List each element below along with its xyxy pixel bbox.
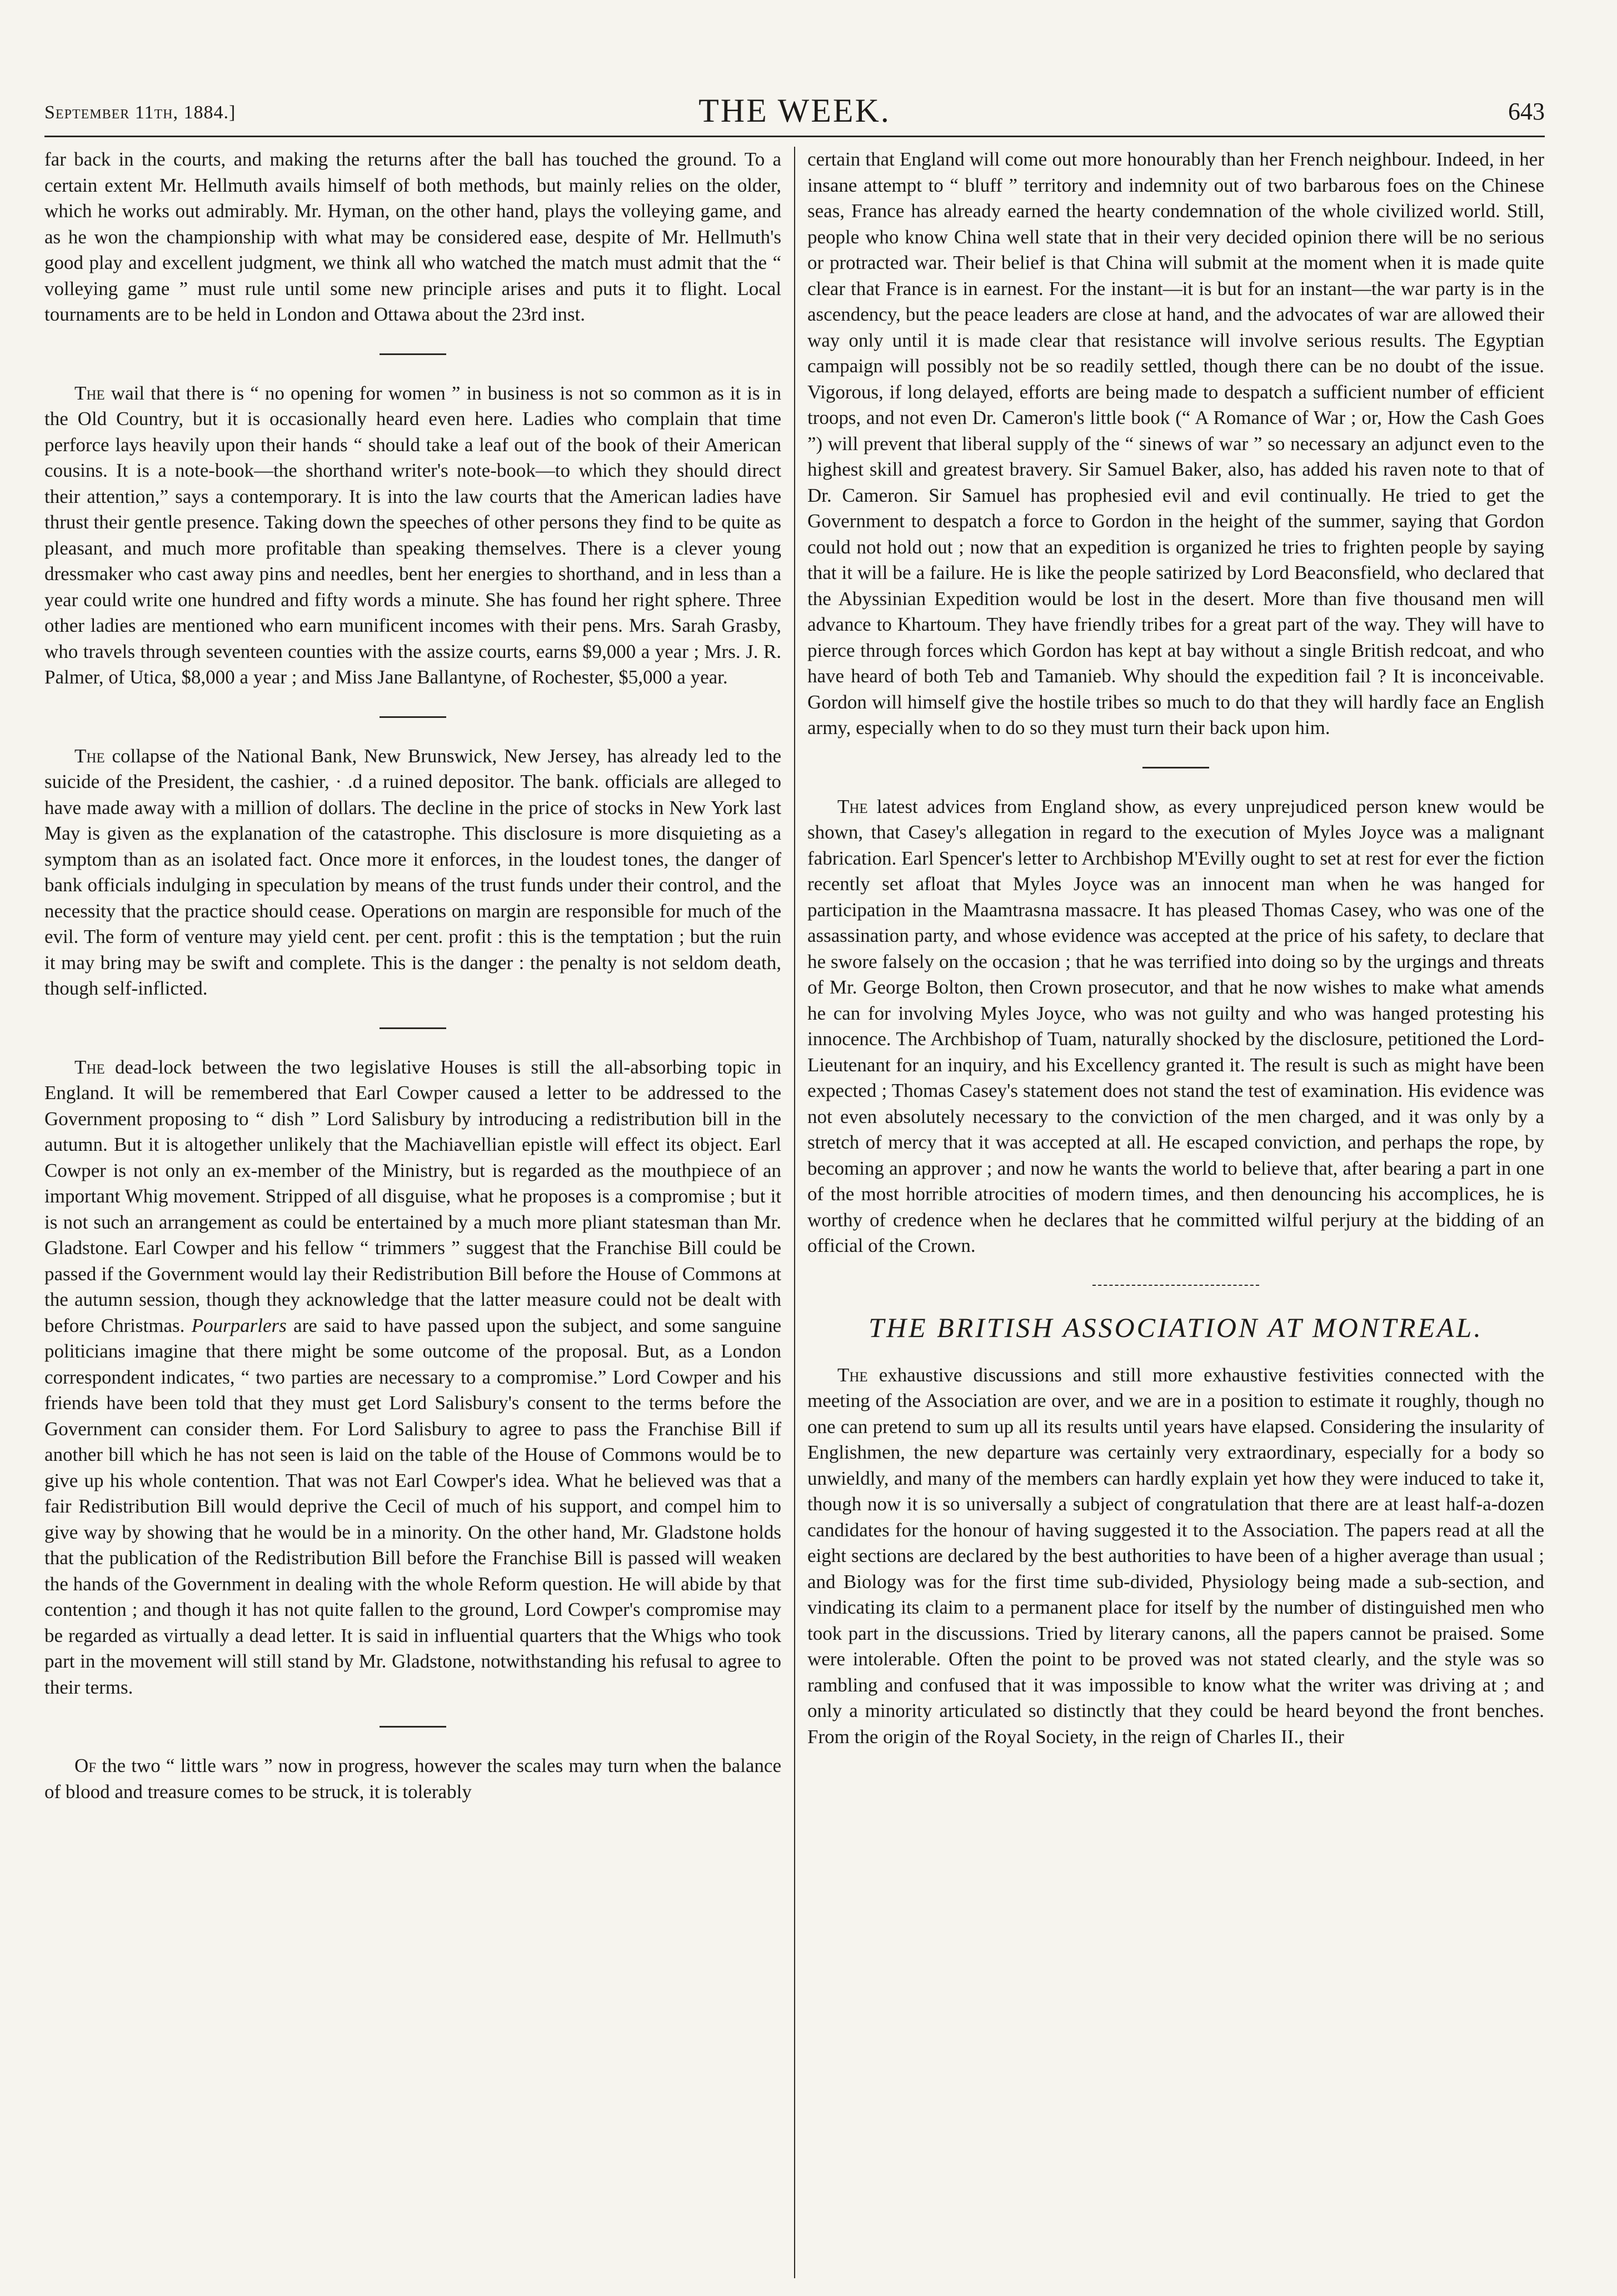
paragraph-text: latest advices from England show, as every unprejudiced person knew would be shown, that Casey's allegation in regard to the execution of Myles Joyce was a malignant fabrication. Earl Spencer's letter to Archbishop M'Evilly ought to set at rest for ever the fiction recently set afloat that Myles Joyce was an innocent man when he was hanged for participation in the Maamtrasna massacre. It has pleased Thomas Casey, who was one of the assassination party, and whose evidence was accepted at the price of his safety, to declare that he swore falsely on the occasion ; that he was terrified into doing so by the urgings and threats of Mr. George Bolton, then Crown prosecutor, and that he now wishes to make what amends he can for involving Myles Joyce, who was not guilty and who was hanged protesting his innocence. The Archbishop of Tuam, naturally shocked by the disclosure, petitioned the Lord-Lieutenant for an inquiry, and his Excellency granted it. The result is such as might have been expected ; Thomas Casey's statement does not stand the test of examination. His evidence was not even absolutely necessary to the conviction of the men charged, and it was only by a stretch of mercy that it was accepted at all. He escaped conviction, and perhaps the rope, by becoming an approver ; and now he wants the world to believe that, after bearing a part in one of the most horrible atrocities of modern times, and then denouncing his accomplices, he is worthy of credence when he declares that he committed wilful perjury at the bidding of an official of the Crown. — [807, 795, 1544, 1256]
paragraph-casey — [807, 794, 1544, 1259]
paragraph-little-wars-continued: certain that England will come out more honourably than her French neighbour. Indeed, in her insane attempt to “ bluff ” territory and indemnity out of two barbarous foes on the Chinese seas, France has already earned the hearty condemnation of the whole civilized world. Still, people who know China well state that in their very decided opinion there will be no serious or protracted war. Their belief is that China will submit at the moment when it is made quite clear that France is in earnest. For the instant—it is but for an instant—the war party is in the ascendency, but the peace leaders are close at hand, and the advocates of war are allowed their way only until it is made clear that resistance will involve serious results. The Egyptian campaign will possibly not be so readily settled, though there can be no doubt of the issue. Vigorous, if long delayed, efforts are being made to despatch a sufficient number of efficient troops, and not even Dr. Cameron's little book (“ A Romance of War ; or, How the Cash Goes ”) will prevent that liberal supply of the “ sinews of war ” so necessary an adjunct even to the highest skill and greatest bravery. Sir Samuel Baker, also, has added his raven note to that of Dr. Cameron. Sir Samuel has prophesied evil and evil continually. He tried to get the Government to despatch a force to Gordon in the height of the summer, saying that Gordon could not hold out ; now that an expedition is organized he tries to frighten people by saying that it will be a failure. He is like the people satirized by Lord Beaconsfield, who declared that the Abyssinian Expedition would be lost in the desert. More than five thousand men will advance to Khartoum. They have friendly tribes for a great part of the way. They will have to pierce through forces which Gordon has kept at bay without a single British redcoat, and who have heard of both Teb and Tamanieb. Why should the expedition fail ? It is inconceivable. Gordon will himself give the hostile tribes so much to do that they will hardly face an English army, especially when to do so they must turn their back upon him. — [807, 148, 1544, 738]
masthead-title: THE WEEK. — [698, 92, 891, 129]
page-header — [44, 78, 1545, 137]
left-column — [44, 147, 781, 2278]
paragraph-text: wail that there is “ no opening for women ” in business is not so common as it is in the Old Country, but it is occasionally heard even here. Ladies who complain that time perforce lays heavily upon their hands “ should take a leaf out of the book of their American cousins. It is a note-book—the shorthand writer's note-book—to which they should direct their attention,” says a contemporary. It is into the law courts that the American ladies have thrust their gentle presence. Taking down the speeches of other persons they find to be quite as pleasant, and much more profitable than speaking themselves. There is a clever young dressmaker who cast away pins and needles, bent her energies to shorthand, and in less than a year could write one hundred and fifty words a minute. She has found her right sphere. Three other ladies are mentioned who earn munificent incomes with their pens. Mrs. Sarah Grasby, who travels through seventeen counties with the assize courts, earns $9,000 a year ; Mrs. J. R. Palmer, of Utica, $8,000 a year ; and Miss Jane Ballantyne, of Rochester, $5,000 a year. — [44, 382, 781, 688]
section-divider — [1092, 1285, 1259, 1286]
section-divider — [380, 353, 446, 355]
paragraph-tennis: far back in the courts, and making the returns after the ball has touched the ground. To a certain extent Mr. Hellmuth avails himself of both methods, but mainly relies on the older, which he works out admirably. Mr. Hyman, on the other hand, plays the volleying game, and as he won the championship with what may be considered ease, despite of Mr. Hellmuth's good play and excellent judgment, we think all who watched the match must admit that the “ volleying game ” must rule until some new principle arises and puts it to flight. Local tournaments are to be held in London and Ottawa about the 23rd inst. — [44, 148, 781, 325]
lead-word: The — [74, 1056, 105, 1078]
article-columns — [44, 147, 1545, 2278]
lead-word: The — [837, 1364, 868, 1386]
paragraph-text: exhaustive discussions and still more exhaustive festivities connected with the meeting of the Association are over, and we are in a position to estimate it roughly, though no one can pretend to sum up all its results until years have elapsed. Considering the insularity of Englishmen, the new departure was certainly very extraordinary, especially for a body so unwieldly, and many of the members can hardly explain yet how they were induced to take it, though now it is so universally a subject of congratulation that there are at least half-a-dozen candidates for the honour of having suggested it to the Association. The papers read at all the eight sections are declared by the best authorities to have been of a higher average than usual ; and Biology was for the first time sub-divided, Physiology being made a sub-section, and vindicating its claim to a permanent place for itself by the number of distinguished men who took part in the discussions. Tried by literary canons, all the papers cannot be praised. Some were intolerable. Often the point to be proved was not stated clearly, and the style was so rambling and confused that it was impossible to know what the writer was driving at ; and only a minority articulated so distinctly that they could be heard beyond the front benches. From the origin of the Royal Society, in the reign of Charles II., their — [807, 1364, 1544, 1748]
paragraph-text: are said to have passed upon the subject, and some sanguine politicians imagine that there might be some outcome of the proposal. But, as a London correspondent indicates, “ two parties are necessary to a compromise.” Lord Cowper and his friends have been told that they must get Lord Salisbury's consent to the terms before the Government can consider them. For Lord Salisbury to agree to pass the Franchise Bill if another bill which he has not seen is laid on the table of the House of Commons would be to give up his whole contention. That was not Earl Cowper's idea. What he believed was that a fair Redistribution Bill would deprive the Cecil of much of his support, and compel him to give way by showing that he would be in a minority. On the other hand, Mr. Gladstone holds that the publication of the Redistribution Bill before the Franchise Bill is passed will weaken the hands of the Government in dealing with the whole Reform question. He will abide by that contention ; and though it has not quite fallen to the ground, Lord Cowper's compromise may be regarded as virtually a dead letter. It is said in influential quarters that the Whigs who took part in the movement will still stand by Mr. Gladstone, notwithstanding his refusal to agree to their terms. — [44, 1314, 781, 1698]
italic-word: Pourparlers — [191, 1314, 287, 1336]
section-divider — [380, 1726, 446, 1728]
paragraph-women-shorthand — [44, 381, 781, 691]
paragraph-text: collapse of the National Bank, New Brunswick, New Jersey, has already led to the suicide of the President, the cashier, · .d a ruined depositor. The bank. officials are alleged to have made away with a million of dollars. The decline in the price of stocks in New York last May is given as the explanation of the catastrophe. This disclosure is more disquieting as a symptom than as an isolated fact. Once more it enforces, in the loudest tones, the danger of bank officials indulging in speculation by means of the trust funds under their control, and the necessity that the practice should cease. Operations on margin are responsible for much of the evil. The form of venture may yield cent. per cent. profit : this is the temptation ; but the ruin it may bring may be swift and complete. This is the danger : the penalty is not seldom death, though self-inflicted. — [44, 745, 781, 999]
paragraph-text: the two “ little wars ” now in progress, however the scales may turn when the balance of blood and treasure comes to be struck, it is tolerably — [44, 1755, 781, 1803]
paragraph-british-association — [807, 1362, 1544, 1750]
column-rule — [794, 147, 795, 2278]
lead-word: The — [74, 745, 105, 767]
section-divider — [380, 1027, 446, 1029]
newspaper-page — [44, 78, 1545, 2278]
paragraph-text: dead-lock between the two legislative Houses is still the all-absorbing topic in England. It will be remembered that Earl Cowper caused a letter to be addressed to the Government proposing to “ dish ” Lord Salisbury by introducing a redistribution bill in the autumn. But it is altogether unlikely that the Machiavellian epistle will effect its object. Earl Cowper is not only an ex-member of the Ministry, but is regarded as the mouthpiece of an important Whig movement. Stripped of all disguise, what he proposes is a compromise ; but it is not such an arrangement as could be entertained by a much more pliant statesman than Mr. Gladstone. Earl Cowper and his fellow “ trimmers ” suggest that the Franchise Bill could be passed if the Government would lay their Redistribution Bill before the House of Commons at the autumn session, though they acknowledge that the latter measure could not be dealt with before Christmas. — [44, 1056, 781, 1336]
lead-word: Of — [74, 1755, 97, 1776]
section-divider — [380, 716, 446, 718]
section-divider — [1142, 767, 1209, 768]
lead-word: The — [837, 795, 868, 817]
lead-word: The — [74, 382, 105, 404]
right-column — [807, 147, 1544, 2278]
issue-date: September 11th, 1884.] — [44, 102, 236, 123]
paragraph-little-wars — [44, 1753, 781, 1805]
page-number: 643 — [1508, 98, 1545, 125]
section-heading: THE BRITISH ASSOCIATION AT MONTREAL. — [869, 1311, 1483, 1343]
paragraph-national-bank — [44, 743, 781, 1002]
paragraph-dead-lock — [44, 1055, 781, 1701]
